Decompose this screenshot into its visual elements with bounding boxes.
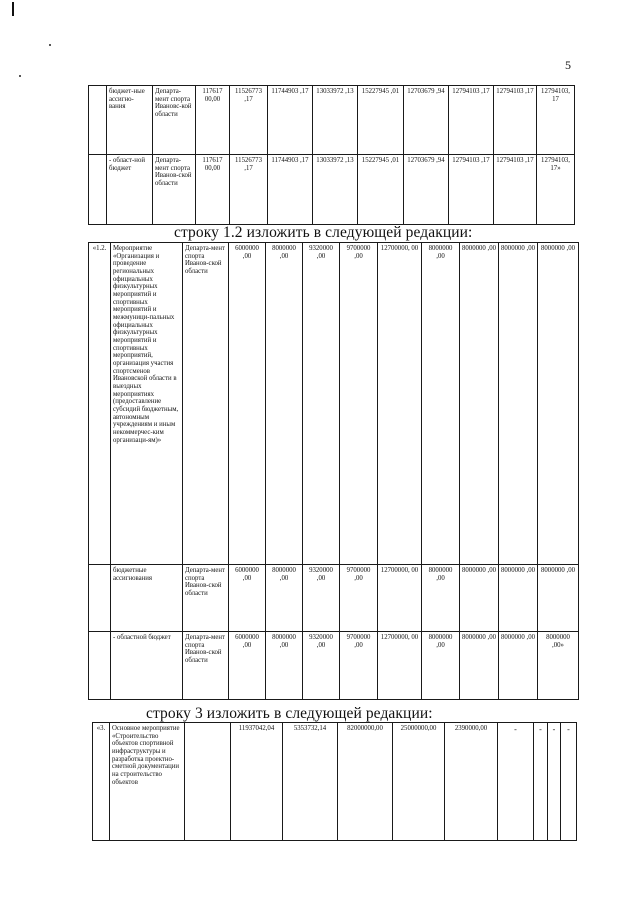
value-cell: 11744903 ,17 <box>268 155 313 225</box>
value-cell: 8000000 ,00 <box>538 565 579 632</box>
value-cell: - <box>548 723 561 841</box>
row-number-cell: «1.2. <box>89 243 111 565</box>
value-cell: 12700000, 00 <box>378 632 422 700</box>
value-cell: 82000000,00 <box>338 723 393 841</box>
value-cell: 12794103, 17» <box>537 155 575 225</box>
table-row <box>89 155 575 225</box>
value-cell: 12703679 ,94 <box>404 86 449 155</box>
value-cell: 9700000 ,00 <box>340 243 378 565</box>
table-cell <box>89 155 107 225</box>
value-cell: 6000000 ,00 <box>229 632 266 700</box>
table-continued <box>88 85 575 225</box>
value-cell: 8000000 ,00 <box>538 243 579 565</box>
executor-cell: Департа-мент спорта Ивановс-кой области <box>153 86 196 155</box>
scan-speck <box>19 75 21 77</box>
executor-cell: Департа-мент спорта Иванов-ской области <box>153 155 196 225</box>
value-cell: 8000000 ,00 <box>499 565 538 632</box>
value-cell: 13033972 ,13 <box>313 86 358 155</box>
value-cell: 12700000, 00 <box>378 565 422 632</box>
value-cell: 8000000 ,00 <box>266 565 303 632</box>
value-cell: 9320000 ,00 <box>303 565 340 632</box>
value-cell: 8000000 ,00 <box>460 565 499 632</box>
table-row <box>93 723 577 841</box>
executor-cell: Департа-мент спорта Иванов-ской области <box>183 565 229 632</box>
value-cell: 25000000,00 <box>393 723 445 841</box>
value-cell: 6000000 ,00 <box>229 565 266 632</box>
value-cell: 9700000 ,00 <box>340 632 378 700</box>
value-cell: 8000000 ,00 <box>422 565 460 632</box>
value-cell: 12700000, 00 <box>378 243 422 565</box>
value-cell: - <box>561 723 577 841</box>
value-cell: 8000000 ,00 <box>460 243 499 565</box>
row-name-cell: бюджетные ассигнования <box>111 565 183 632</box>
value-cell: 8000000 ,00 <box>460 632 499 700</box>
value-cell: 12794103 ,17 <box>449 155 494 225</box>
value-cell: 12794103 ,17 <box>494 86 537 155</box>
value-cell: 8000000 ,00 <box>499 243 538 565</box>
section-heading: строку 3 изложить в следующей редакции: <box>146 705 433 722</box>
value-cell: 11744903 ,17 <box>268 86 313 155</box>
value-cell: 13033972 ,13 <box>313 155 358 225</box>
row-name-cell: Мероприятие «Организация и проведение региональных официальных физкультурных мероприятий и спортивных мероприятий и межмуници-пальных официальных физкультурных мероприятий и спортивных мероприятий, организация участия спортсменов Ивановской области в выездных мероприятиях (предоставление субсидий бюджетным, автономным учреждениям и иным некоммерчес-ким организаци-ям)» <box>111 243 183 565</box>
value-cell: 8000000 ,00» <box>538 632 579 700</box>
value-cell: - <box>498 723 534 841</box>
value-cell: 11526773 ,17 <box>230 86 268 155</box>
value-cell: 8000000 ,00 <box>422 632 460 700</box>
value-cell: 8000000 ,00 <box>266 243 303 565</box>
row-number-cell <box>89 632 111 700</box>
value-cell: 12794103 ,17 <box>449 86 494 155</box>
row-name-cell: - областной бюджет <box>111 632 183 700</box>
value-cell: 12794103, 17 <box>537 86 575 155</box>
value-cell: 6000000 ,00 <box>229 243 266 565</box>
value-cell: 8000000 ,00 <box>266 632 303 700</box>
table-row <box>89 243 579 565</box>
row-name-cell: - област-ной бюджет <box>107 155 153 225</box>
row-name-cell: Основное мероприятие «Строительство объектов спортивной инфраструктуры и разработка проектно-сметной документации на строительство объектов <box>110 723 185 841</box>
table-row-3 <box>92 722 577 841</box>
value-cell: 11526773 ,17 <box>230 155 268 225</box>
row-number-cell: «3. <box>93 723 110 841</box>
value-cell: 117617 00,00 <box>196 155 230 225</box>
page-number: 5 <box>565 58 571 72</box>
executor-cell <box>185 723 231 841</box>
table-cell <box>89 86 107 155</box>
row-name-cell: бюджет-ные ассигно-вания <box>107 86 153 155</box>
value-cell: 9320000 ,00 <box>303 243 340 565</box>
value-cell: 9700000 ,00 <box>340 565 378 632</box>
value-cell: 8000000 ,00 <box>499 632 538 700</box>
value-cell: 15227945 ,01 <box>358 86 404 155</box>
value-cell: 9320000 ,00 <box>303 632 340 700</box>
value-cell: 117617 00,00 <box>196 86 230 155</box>
row-number-cell <box>89 565 111 632</box>
executor-cell: Департа-мент спорта Иванов-ской области <box>183 243 229 565</box>
value-cell: 11937042,04 <box>231 723 283 841</box>
executor-cell: Департа-мент спорта Иванов-ской области <box>183 632 229 700</box>
value-cell: 8000000 ,00 <box>422 243 460 565</box>
table-row-1-2 <box>88 242 579 700</box>
value-cell: 2390000,00 <box>445 723 498 841</box>
table-row <box>89 86 575 155</box>
table-row <box>89 632 579 700</box>
value-cell: 12703679 ,94 <box>404 155 449 225</box>
scan-speck <box>49 44 51 46</box>
section-heading: строку 1.2 изложить в следующей редакции: <box>174 224 473 241</box>
value-cell: 12794103 ,17 <box>494 155 537 225</box>
value-cell: 5353732,14 <box>283 723 338 841</box>
value-cell: 15227945 ,01 <box>358 155 404 225</box>
scan-edge-mark <box>12 2 14 16</box>
value-cell: - <box>534 723 548 841</box>
table-row <box>89 565 579 632</box>
